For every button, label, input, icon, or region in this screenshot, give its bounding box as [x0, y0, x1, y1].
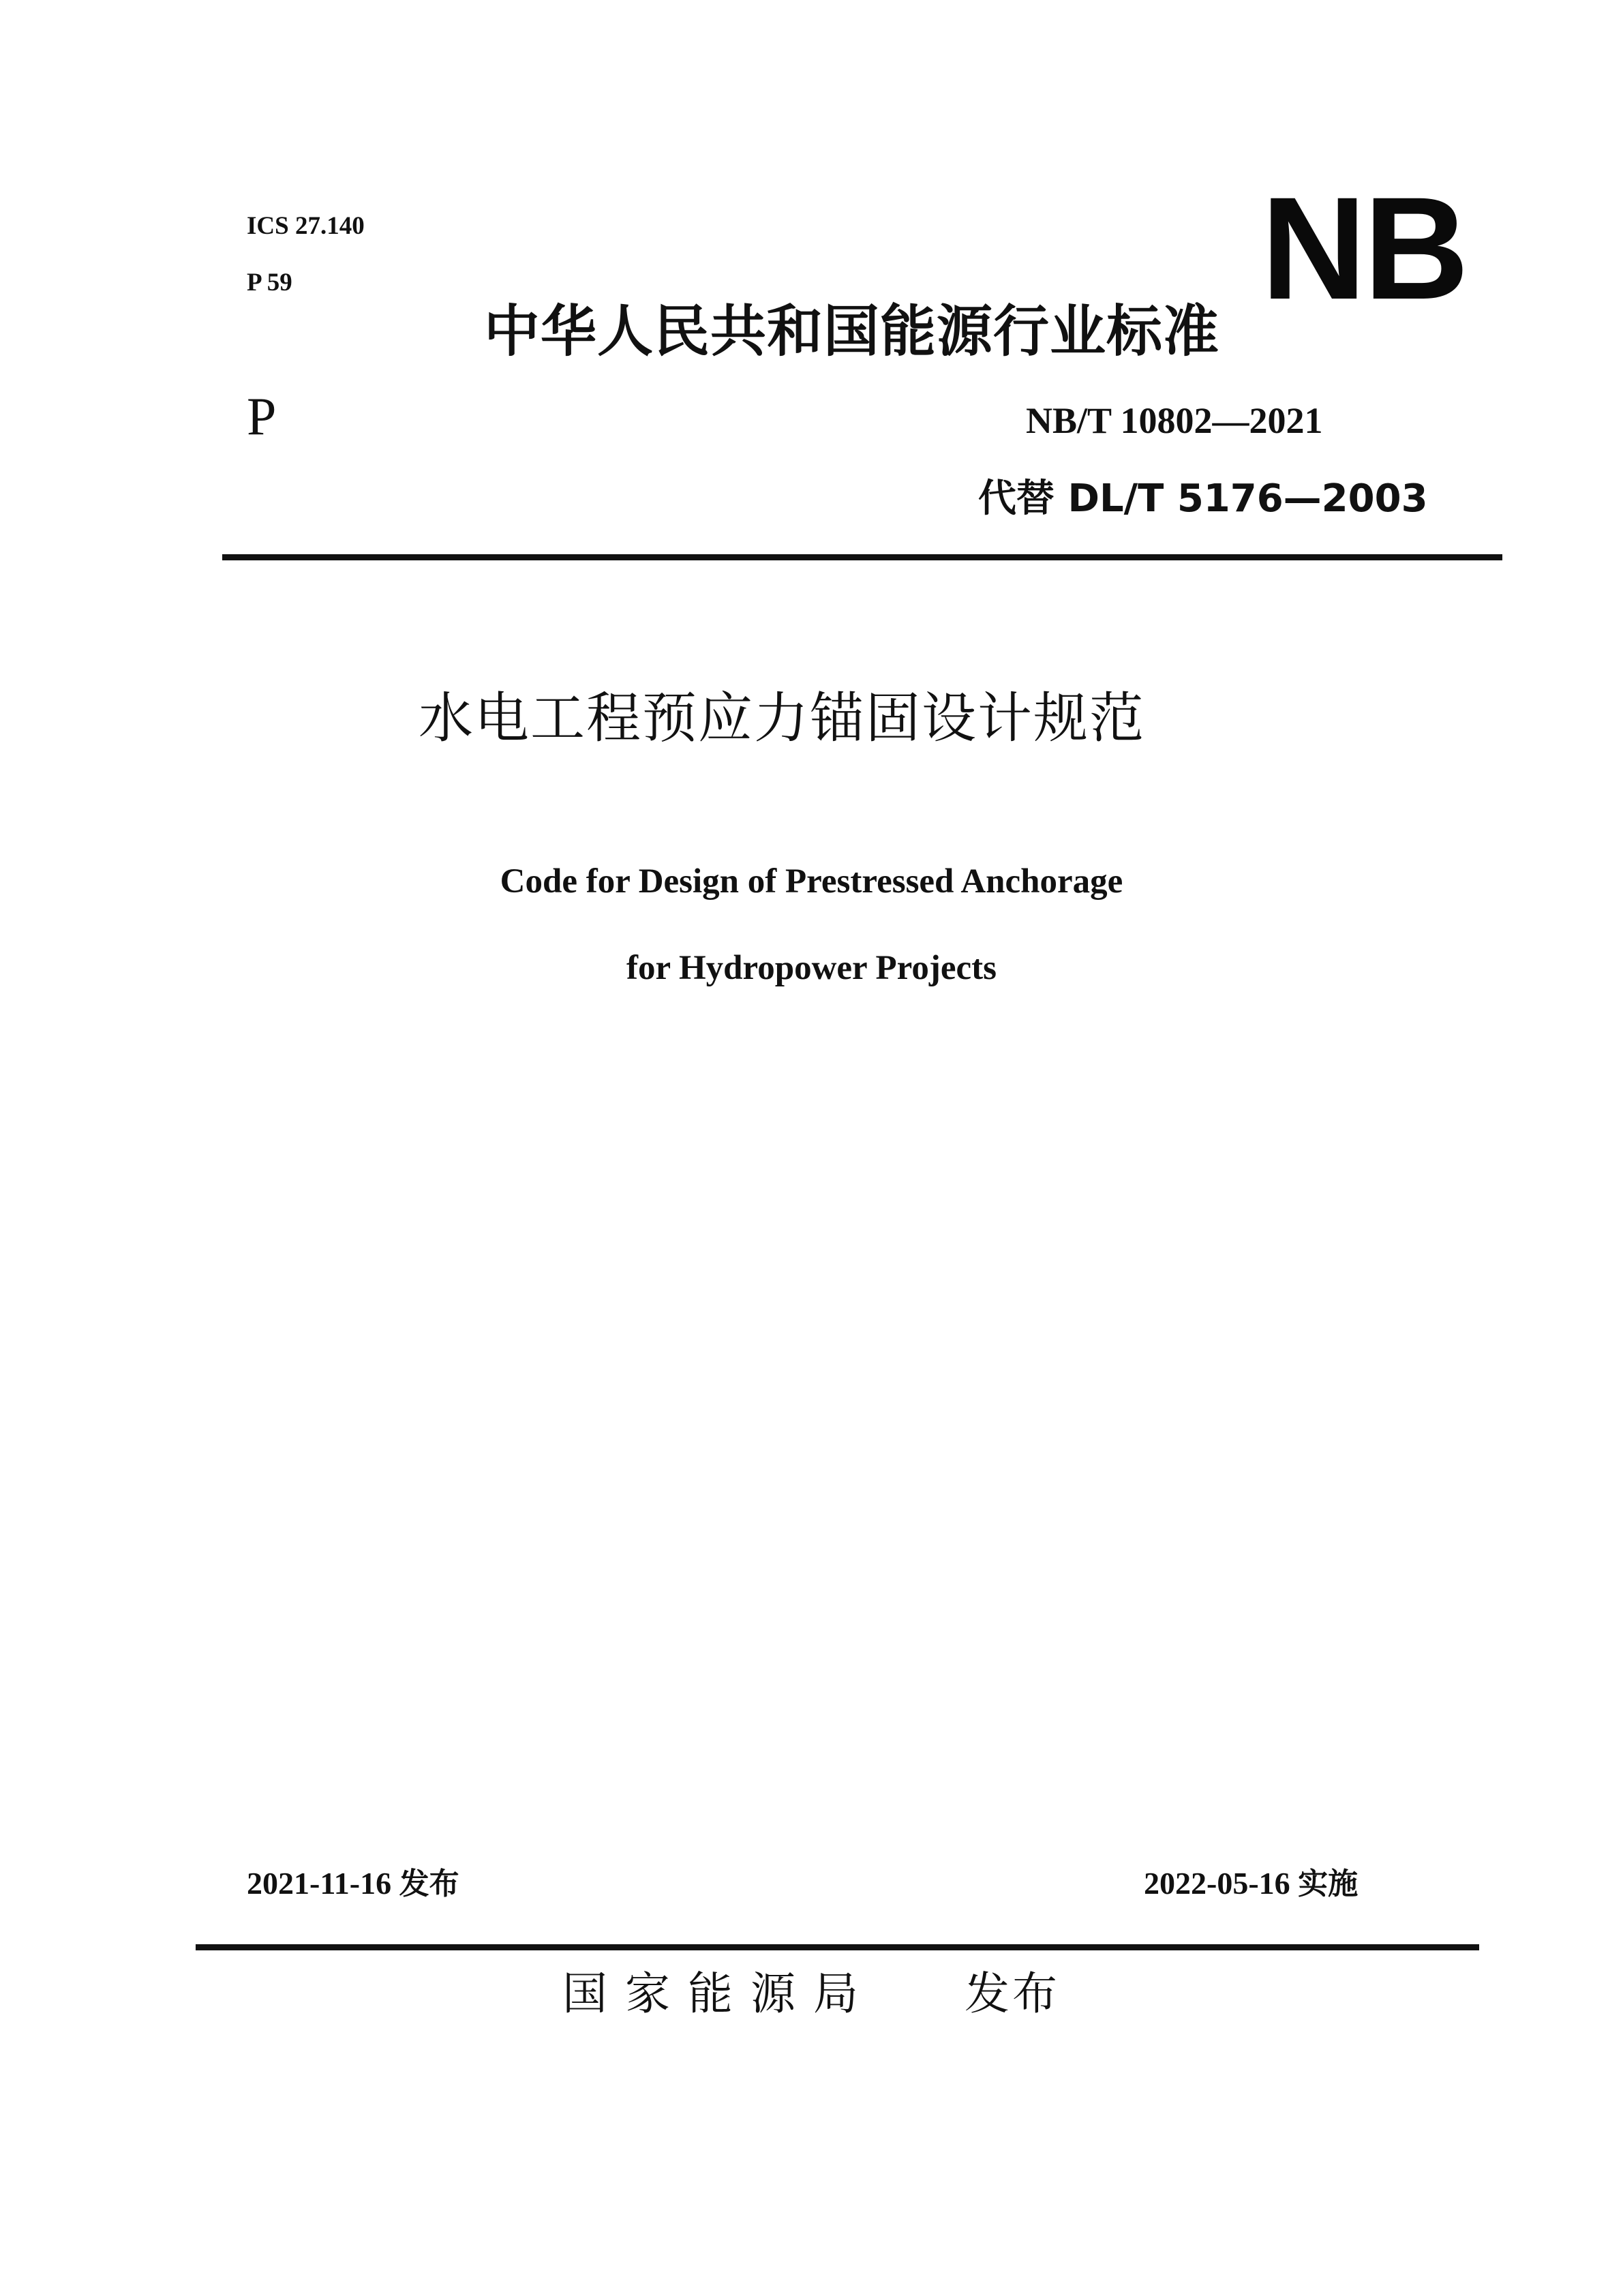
classification-code: P 59: [247, 269, 292, 297]
bottom-divider: [196, 1944, 1479, 1950]
document-title-english-line1: Code for Design of Prestressed Anchorage: [500, 862, 1123, 901]
organization-title: 中华人民共和国能源行业标准: [484, 299, 1220, 364]
standard-number: NB/T 10802—2021: [1026, 400, 1323, 441]
document-title-chinese: 水电工程预应力锚固设计规范: [419, 686, 1145, 750]
issue-date-value: 2021-11-16: [247, 1866, 392, 1901]
issue-word: 发布: [965, 1967, 1060, 2020]
issue-date: [247, 1868, 459, 1899]
nb-logo: NB: [1261, 167, 1467, 330]
document-title-english-line2: for Hydropower Projects: [626, 949, 997, 987]
implementation-date-label: 实施: [1298, 1867, 1359, 1901]
issue-date-label: 发布: [399, 1867, 459, 1901]
implementation-date: [1144, 1868, 1358, 1899]
ics-code: ICS 27.140: [247, 212, 365, 240]
top-divider: [222, 554, 1502, 560]
category-letter: P: [247, 387, 277, 446]
issuing-authority: 国家能源局: [562, 1967, 876, 2020]
implementation-date-value: 2022-05-16: [1144, 1866, 1290, 1901]
replaces-standard: 代替 DL/T 5176—2003: [978, 477, 1428, 521]
